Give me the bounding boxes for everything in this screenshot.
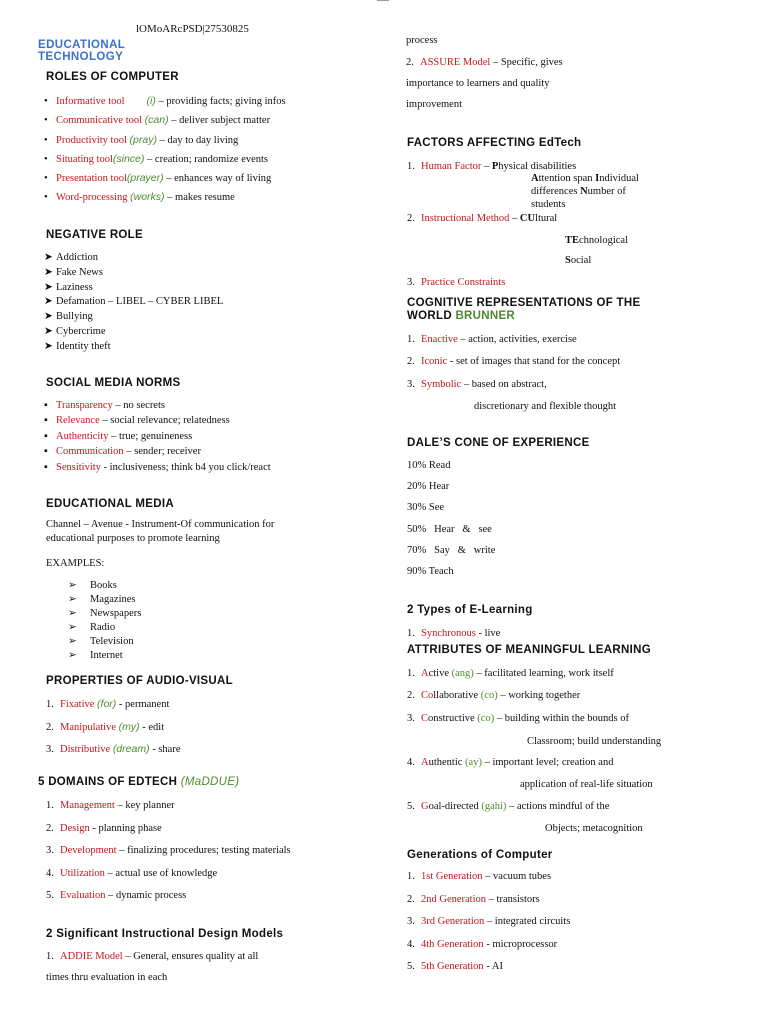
list-item: ➢ Magazines bbox=[68, 594, 136, 605]
list-item: 2. Manipulative (my) - edit bbox=[46, 720, 165, 733]
generations-title: Generations of Computer bbox=[407, 849, 553, 861]
list-item: ➤ Laziness bbox=[44, 281, 93, 293]
factor-human-l2: Attention span Individual bbox=[531, 173, 639, 184]
list-item: ➢ Internet bbox=[68, 650, 123, 661]
cognitive-list bbox=[407, 333, 620, 400]
meaningful-cont-3: Classroom; build understanding bbox=[527, 736, 662, 747]
list-item: 1. Management – key planner bbox=[46, 800, 175, 811]
list-item: 30% See bbox=[407, 502, 445, 514]
list-item: ➤ Defamation – LIBEL – CYBER LIBEL bbox=[44, 296, 224, 308]
domains-hint: (MaDDUE) bbox=[180, 776, 240, 788]
list-item: 1. 1st Generation – vacuum tubes bbox=[407, 871, 552, 882]
list-item: ▪ Communication – sender; receiver bbox=[44, 446, 201, 458]
list-item: 20% Hear bbox=[407, 481, 450, 493]
av-title: PROPERTIES OF AUDIO-VISUAL bbox=[46, 675, 233, 687]
list-item: • Productivity tool (pray) – day to day living bbox=[44, 133, 239, 146]
list-item: ➤ Fake News bbox=[44, 266, 103, 278]
media-title: EDUCATIONAL MEDIA bbox=[46, 498, 174, 510]
dale-list bbox=[407, 459, 495, 586]
list-item: • Informative tool (i) – providing facts; giving infos bbox=[44, 95, 286, 107]
list-item: 5. Evaluation – dynamic process bbox=[46, 890, 187, 902]
factor-human-l4: students bbox=[531, 199, 566, 210]
examples-label: EXAMPLES: bbox=[46, 558, 105, 569]
models-title: 2 Significant Instructional Design Models bbox=[46, 928, 284, 940]
list-item: 1. Enactive – action, activities, exercise bbox=[407, 334, 577, 345]
cognitive-title-2: WORLD BRUNNER bbox=[407, 310, 516, 322]
document-id: lOMoARcPSD|27530825 bbox=[136, 23, 249, 35]
list-item: ▪ Authenticity – true; genuineness bbox=[44, 430, 193, 442]
list-item: • Situating tool(since) – creation; randomize events bbox=[44, 152, 269, 165]
list-item: 10% Read bbox=[407, 460, 451, 471]
list-item: 2. 2nd Generation – transistors bbox=[407, 893, 540, 905]
cognitive-title: COGNITIVE REPRESENTATIONS OF THE bbox=[407, 297, 641, 309]
list-item: 70% Say & write bbox=[407, 544, 496, 556]
list-item: 90% Teach bbox=[407, 565, 454, 577]
factor-method-l2: TEchnological bbox=[565, 235, 628, 246]
meaningful-title: ATTRIBUTES OF MEANINGFUL LEARNING bbox=[407, 644, 651, 656]
roles-list bbox=[44, 94, 286, 210]
social-title: SOCIAL MEDIA NORMS bbox=[46, 377, 181, 389]
list-item: ➤ Cybercrime bbox=[44, 325, 106, 337]
list-item: 5. 5th Generation - AI bbox=[407, 961, 503, 973]
roles-title: ROLES OF COMPUTER bbox=[46, 71, 179, 83]
factors-title: FACTORS AFFECTING EdTech bbox=[407, 137, 582, 149]
list-item: 2. Collaborative (co) – working together bbox=[407, 690, 581, 701]
generations-list bbox=[407, 870, 570, 983]
cognitive-cont: discretionary and flexible thought bbox=[474, 401, 617, 412]
list-item: 1. Active (ang) – facilitated learning, work itself bbox=[407, 668, 614, 679]
list-item: 3. Development – finalizing procedures; testing materials bbox=[46, 845, 291, 857]
addie-model-cont: times thru evaluation in each bbox=[46, 972, 168, 983]
list-item: ➢ Newspapers bbox=[68, 608, 142, 619]
list-item: ▪ Relevance – social relevance; relatedness bbox=[44, 415, 230, 427]
brunner-name: BRUNNER bbox=[455, 310, 516, 322]
factor-human-l3: differences Number of bbox=[531, 186, 626, 197]
list-item: • Word-processing (works) – makes resume bbox=[44, 191, 235, 204]
list-item: ➢ Books bbox=[68, 580, 117, 591]
list-item: 5. Goal-directed (gahi) – actions mindful of the bbox=[407, 801, 610, 812]
list-item: ▪ Transparency – no secrets bbox=[44, 400, 165, 411]
social-list bbox=[44, 399, 271, 476]
factor-practice: 3. Practice Constraints bbox=[407, 277, 506, 288]
factor-human: 1. Human Factor – Physical disabilities bbox=[407, 161, 577, 172]
list-item: 3. Symbolic – based on abstract, bbox=[407, 378, 547, 390]
meaningful-cont-4: application of real-life situation bbox=[520, 779, 653, 790]
list-item: 50% Hear & see bbox=[407, 523, 492, 535]
list-item: ➢ Television bbox=[68, 636, 134, 647]
domains-list bbox=[46, 799, 291, 912]
media-description-2: educational purposes to promote learning bbox=[46, 533, 220, 544]
list-item: ➤ Identity theft bbox=[44, 340, 111, 352]
negative-title: NEGATIVE ROLE bbox=[46, 229, 143, 241]
factor-method-l3: Social bbox=[565, 255, 592, 266]
negative-list bbox=[44, 251, 223, 355]
assure-model: 2. ASSURE Model – Specific, gives bbox=[406, 57, 563, 68]
list-item: 4. Utilization – actual use of knowledge bbox=[46, 867, 218, 879]
factor-method: 2. Instructional Method – CUltural bbox=[407, 213, 558, 224]
meaningful-cont-5: Objects; metacognition bbox=[545, 823, 643, 834]
dale-title: DALE’S CONE OF EXPERIENCE bbox=[407, 437, 590, 449]
list-item: 3. Distributive (dream) - share bbox=[46, 743, 181, 755]
list-item: ➤ Addiction bbox=[44, 252, 98, 263]
list-item: • Presentation tool(prayer) – enhances way of living bbox=[44, 172, 272, 185]
av-list bbox=[46, 697, 180, 765]
list-item: 4. 4th Generation - microprocessor bbox=[407, 938, 558, 950]
elearning-item: 1. Synchronous - live bbox=[407, 628, 501, 639]
brand-line-1: EDUCATIONAL bbox=[38, 39, 126, 51]
brand-line-2: TECHNOLOGY bbox=[38, 51, 124, 63]
assure-model-cont-2: improvement bbox=[406, 99, 462, 110]
examples-list bbox=[68, 579, 141, 663]
list-item: ▪ Sensitivity - inclusiveness; think b4 you click/react bbox=[44, 461, 271, 473]
list-item: • Communicative tool (can) – deliver subject matter bbox=[44, 114, 271, 127]
domains-title: 5 DOMAINS OF EDTECH (MaDDUE) bbox=[38, 776, 240, 788]
list-item: 3. Constructive (co) – building within the bounds of bbox=[407, 713, 629, 724]
elearning-title: 2 Types of E-Learning bbox=[407, 604, 533, 616]
list-item: 2. Iconic - set of images that stand for the concept bbox=[407, 356, 621, 368]
top-rule bbox=[377, 0, 389, 1]
list-item: ➤ Bullying bbox=[44, 311, 93, 323]
assure-model-cont: importance to learners and quality bbox=[406, 78, 550, 89]
list-item: 3. 3rd Generation – integrated circuits bbox=[407, 916, 571, 928]
addie-model-cont-2: process bbox=[406, 35, 438, 46]
media-description-1: Channel – Avenue - Instrument-Of communication for bbox=[46, 519, 275, 530]
list-item: ➢ Radio bbox=[68, 622, 116, 633]
list-item: 4. Authentic (ay) – important level; creation and bbox=[407, 757, 614, 768]
addie-model: 1. ADDIE Model – General, ensures quality at all bbox=[46, 951, 259, 962]
list-item: 2. Design - planning phase bbox=[46, 822, 162, 834]
list-item: 1. Fixative (for) - permanent bbox=[46, 698, 170, 710]
